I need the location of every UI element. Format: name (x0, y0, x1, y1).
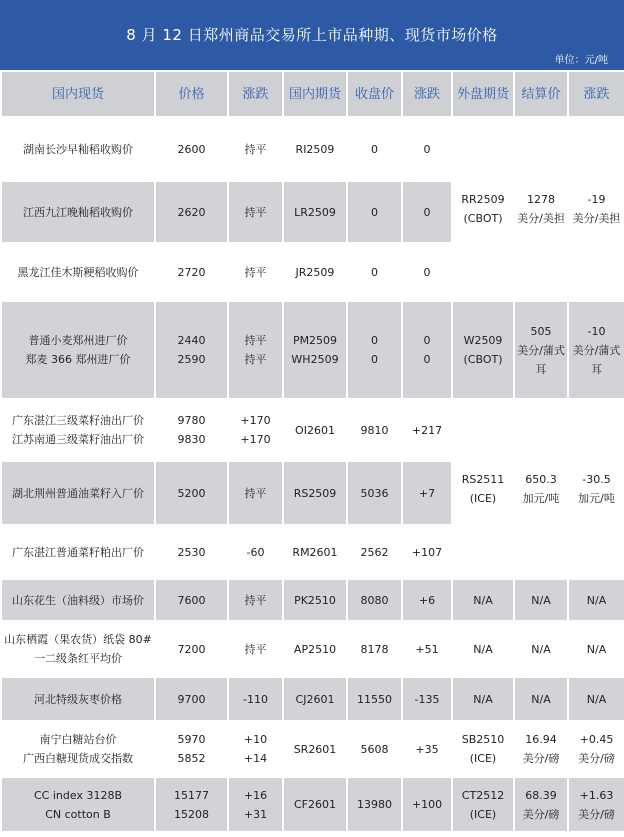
price-cell: 2530 (155, 525, 228, 579)
ext-change-cell: +0.45 美分/磅 (568, 721, 624, 777)
change-cell: 持平 (228, 181, 283, 243)
change-cell: +16 +31 (228, 777, 283, 832)
close-cell: 5036 (347, 461, 402, 525)
ext-futures-cell: W2509 (CBOT) (452, 301, 514, 399)
futures-change-cell: 0 0 (402, 301, 452, 399)
futures-change-cell: +100 (402, 777, 452, 832)
settle-cell: N/A (514, 579, 568, 621)
spot-name-cell: 江西九江晚籼稻收购价 (1, 181, 155, 243)
ext-change-cell: -19 美分/美担 (568, 117, 624, 301)
spot-name-cell: 河北特级灰枣价格 (1, 677, 155, 721)
close-cell: 9810 (347, 399, 402, 461)
change-cell: 持平 (228, 461, 283, 525)
table-row (1, 721, 624, 777)
ext-change-cell: +1.63 美分/磅 (568, 777, 624, 832)
spot-name-cell: 山东花生（油料级）市场价 (1, 579, 155, 621)
spot-name-cell: 广东湛江普通菜籽粕出厂价 (1, 525, 155, 579)
table-row (1, 579, 624, 621)
price-cell: 7600 (155, 579, 228, 621)
ext-futures-cell: N/A (452, 579, 514, 621)
price-cell: 15177 15208 (155, 777, 228, 832)
col-header-ext-futures: 外盘期货 (452, 71, 514, 117)
report-title: 8 月 12 日郑州商品交易所上市品种期、现货市场价格 (126, 26, 498, 44)
table-row (1, 301, 624, 399)
price-cell: 5200 (155, 461, 228, 525)
col-header-close: 收盘价 (347, 71, 402, 117)
change-cell: -60 (228, 525, 283, 579)
col-header-spot: 国内现货 (1, 71, 155, 117)
futures-cell: CJ2601 (283, 677, 347, 721)
futures-change-cell: 0 (402, 243, 452, 301)
ext-futures-cell: SB2510 (ICE) (452, 721, 514, 777)
futures-cell: PM2509 WH2509 (283, 301, 347, 399)
ext-futures-cell: RR2509 (CBOT) (452, 117, 514, 301)
futures-cell: LR2509 (283, 181, 347, 243)
ext-change-cell: -30.5 加元/吨 (568, 399, 624, 579)
settle-cell: 650.3 加元/吨 (514, 399, 568, 579)
col-header-settle: 结算价 (514, 71, 568, 117)
futures-cell: RM2601 (283, 525, 347, 579)
table-row (1, 677, 624, 721)
spot-name-cell: 湖北荆州普通油菜籽入厂价 (1, 461, 155, 525)
close-cell: 2562 (347, 525, 402, 579)
ext-futures-cell: RS2511 (ICE) (452, 399, 514, 579)
table-header-row (1, 71, 624, 117)
change-cell: 持平 (228, 621, 283, 677)
futures-change-cell: +51 (402, 621, 452, 677)
settle-cell: 1278 美分/美担 (514, 117, 568, 301)
col-header-futures: 国内期货 (283, 71, 347, 117)
price-cell: 9700 (155, 677, 228, 721)
futures-change-cell: +107 (402, 525, 452, 579)
change-cell: 持平 (228, 579, 283, 621)
close-cell: 0 0 (347, 301, 402, 399)
table-row (1, 399, 624, 461)
futures-change-cell: +217 (402, 399, 452, 461)
spot-name-cell: CC index 3128B CN cotton B (1, 777, 155, 832)
settle-cell: 505 美分/蒲式 耳 (514, 301, 568, 399)
settle-cell: N/A (514, 677, 568, 721)
ext-change-cell: N/A (568, 621, 624, 677)
futures-change-cell: +7 (402, 461, 452, 525)
close-cell: 13980 (347, 777, 402, 832)
price-cell: 2720 (155, 243, 228, 301)
spot-name-cell: 普通小麦郑州进厂价 郑麦 366 郑州进厂价 (1, 301, 155, 399)
settle-cell: 68.39 美分/磅 (514, 777, 568, 832)
unit-label: 单位：元/吨 (554, 55, 608, 66)
spot-name-cell: 广东湛江三级菜籽油出厂价 江苏南通三级菜籽油出厂价 (1, 399, 155, 461)
close-cell: 0 (347, 117, 402, 181)
close-cell: 0 (347, 243, 402, 301)
table-row (1, 117, 624, 181)
price-cell: 9780 9830 (155, 399, 228, 461)
ext-change-cell: N/A (568, 579, 624, 621)
price-cell: 2600 (155, 117, 228, 181)
change-cell: +10 +14 (228, 721, 283, 777)
change-cell: +170 +170 (228, 399, 283, 461)
spot-name-cell: 山东栖霞（果农货）纸袋 80# 一二级条红平均价 (1, 621, 155, 677)
col-header-ext-change: 涨跌 (568, 71, 624, 117)
change-cell: -110 (228, 677, 283, 721)
futures-cell: RI2509 (283, 117, 347, 181)
col-header-change: 涨跌 (228, 71, 283, 117)
price-cell: 5970 5852 (155, 721, 228, 777)
ext-futures-cell: N/A (452, 621, 514, 677)
ext-futures-cell: N/A (452, 677, 514, 721)
futures-cell: PK2510 (283, 579, 347, 621)
futures-cell: CF2601 (283, 777, 347, 832)
table-row (1, 777, 624, 832)
col-header-futures-change: 涨跌 (402, 71, 452, 117)
futures-cell: OI2601 (283, 399, 347, 461)
spot-name-cell: 南宁白糖站台价 广西白糖现货成交指数 (1, 721, 155, 777)
ext-change-cell: -10 美分/蒲式 耳 (568, 301, 624, 399)
change-cell: 持平 (228, 243, 283, 301)
spot-name-cell: 黑龙江佳木斯粳稻收购价 (1, 243, 155, 301)
close-cell: 11550 (347, 677, 402, 721)
futures-cell: SR2601 (283, 721, 347, 777)
change-cell: 持平 持平 (228, 301, 283, 399)
ext-futures-cell: CT2512 (ICE) (452, 777, 514, 832)
col-header-price: 价格 (155, 71, 228, 117)
futures-change-cell: 0 (402, 181, 452, 243)
settle-cell: 16.94 美分/磅 (514, 721, 568, 777)
futures-change-cell: -135 (402, 677, 452, 721)
table-row (1, 621, 624, 677)
report-header (0, 0, 624, 70)
price-cell: 2620 (155, 181, 228, 243)
futures-cell: JR2509 (283, 243, 347, 301)
close-cell: 8080 (347, 579, 402, 621)
change-cell: 持平 (228, 117, 283, 181)
price-table (0, 70, 624, 833)
spot-name-cell: 湖南长沙早籼稻收购价 (1, 117, 155, 181)
price-cell: 2440 2590 (155, 301, 228, 399)
futures-change-cell: +6 (402, 579, 452, 621)
price-cell: 7200 (155, 621, 228, 677)
ext-change-cell: N/A (568, 677, 624, 721)
close-cell: 0 (347, 181, 402, 243)
close-cell: 8178 (347, 621, 402, 677)
futures-change-cell: +35 (402, 721, 452, 777)
futures-cell: RS2509 (283, 461, 347, 525)
settle-cell: N/A (514, 621, 568, 677)
futures-change-cell: 0 (402, 117, 452, 181)
futures-cell: AP2510 (283, 621, 347, 677)
close-cell: 5608 (347, 721, 402, 777)
